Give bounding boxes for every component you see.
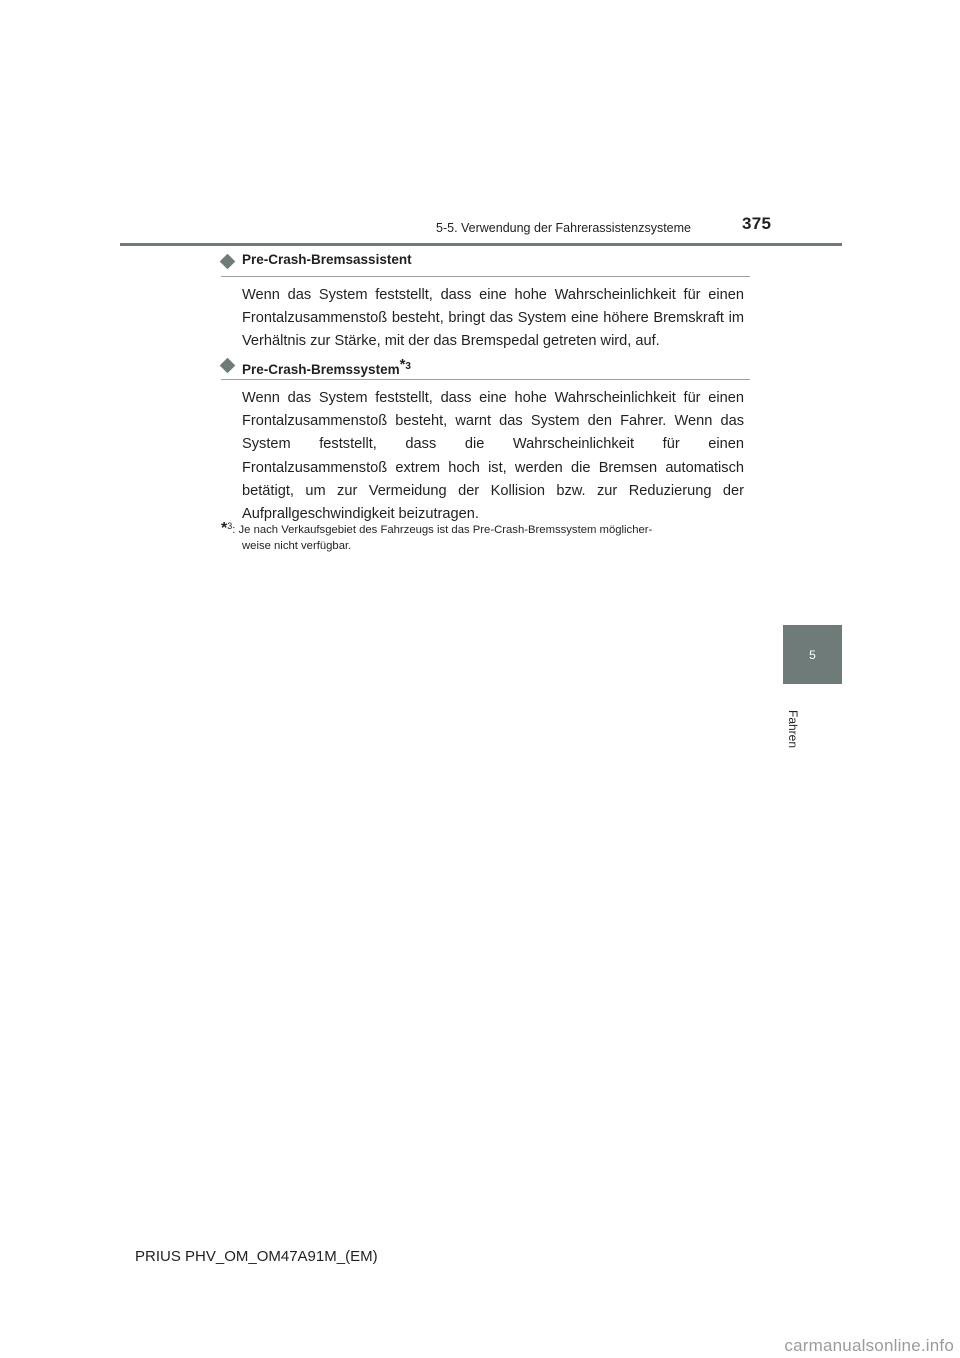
section-title-2	[242, 356, 411, 377]
footnote-ref-number: 3	[405, 361, 411, 372]
footnote-mark: *	[221, 520, 228, 537]
model-code: PRIUS PHV_OM_OM47A91M_(EM)	[135, 1248, 378, 1265]
footnote-line-1: : Je nach Verkaufsgebiet des Fahrzeugs ist das Pre-Crash-Bremssystem möglicher-	[232, 524, 653, 536]
chapter-number: 5	[809, 647, 816, 662]
footnote-number: 3	[227, 521, 233, 531]
diamond-bullet-icon	[220, 254, 236, 270]
diamond-bullet-icon	[220, 358, 236, 374]
watermark[interactable]: carmanualsonline.info	[784, 1336, 954, 1355]
section-body-1: Wenn das System feststellt, dass eine hohe Wahrscheinlichkeit für einen Frontalzusammenstoß besteht, bringt das System eine höhere Bremskraft im Verhältnis zur Stärke, mit der das Bremspedal getreten wird, auf.	[242, 287, 744, 350]
section-title-1: Pre-Crash-Bremsassistent	[242, 252, 412, 267]
header-rule	[120, 243, 842, 246]
section-heading-2	[221, 355, 750, 380]
footnote-reference	[399, 356, 411, 373]
footnote-line-2: weise nicht verfügbar.	[242, 539, 352, 552]
footnote	[221, 519, 751, 554]
chapter-label: Fahren	[786, 710, 800, 749]
chapter-tab[interactable]	[783, 625, 842, 684]
header-section-title: 5-5. Verwendung der Fahrerassistenzsysteme	[436, 221, 691, 235]
page-number: 375	[742, 214, 772, 233]
section-heading-1	[221, 252, 750, 277]
section-body-2: Wenn das System feststellt, dass eine hohe Wahrscheinlichkeit für einen Frontalzusammenstoß besteht, warnt das System den Fahrer. Wenn das System feststellt, dass die Wahrscheinlichkeit für einen Frontalzusammenstoß extrem hoch ist, werden die Bremsen automatisch betätigt, um zur Vermeidung der Kollision bzw. zur Reduzierung der Aufprallgeschwindigkeit beizutragen.	[242, 390, 744, 523]
section-title-2-text: Pre-Crash-Bremssystem	[242, 362, 400, 377]
footnote-ref-star: *	[399, 356, 406, 373]
